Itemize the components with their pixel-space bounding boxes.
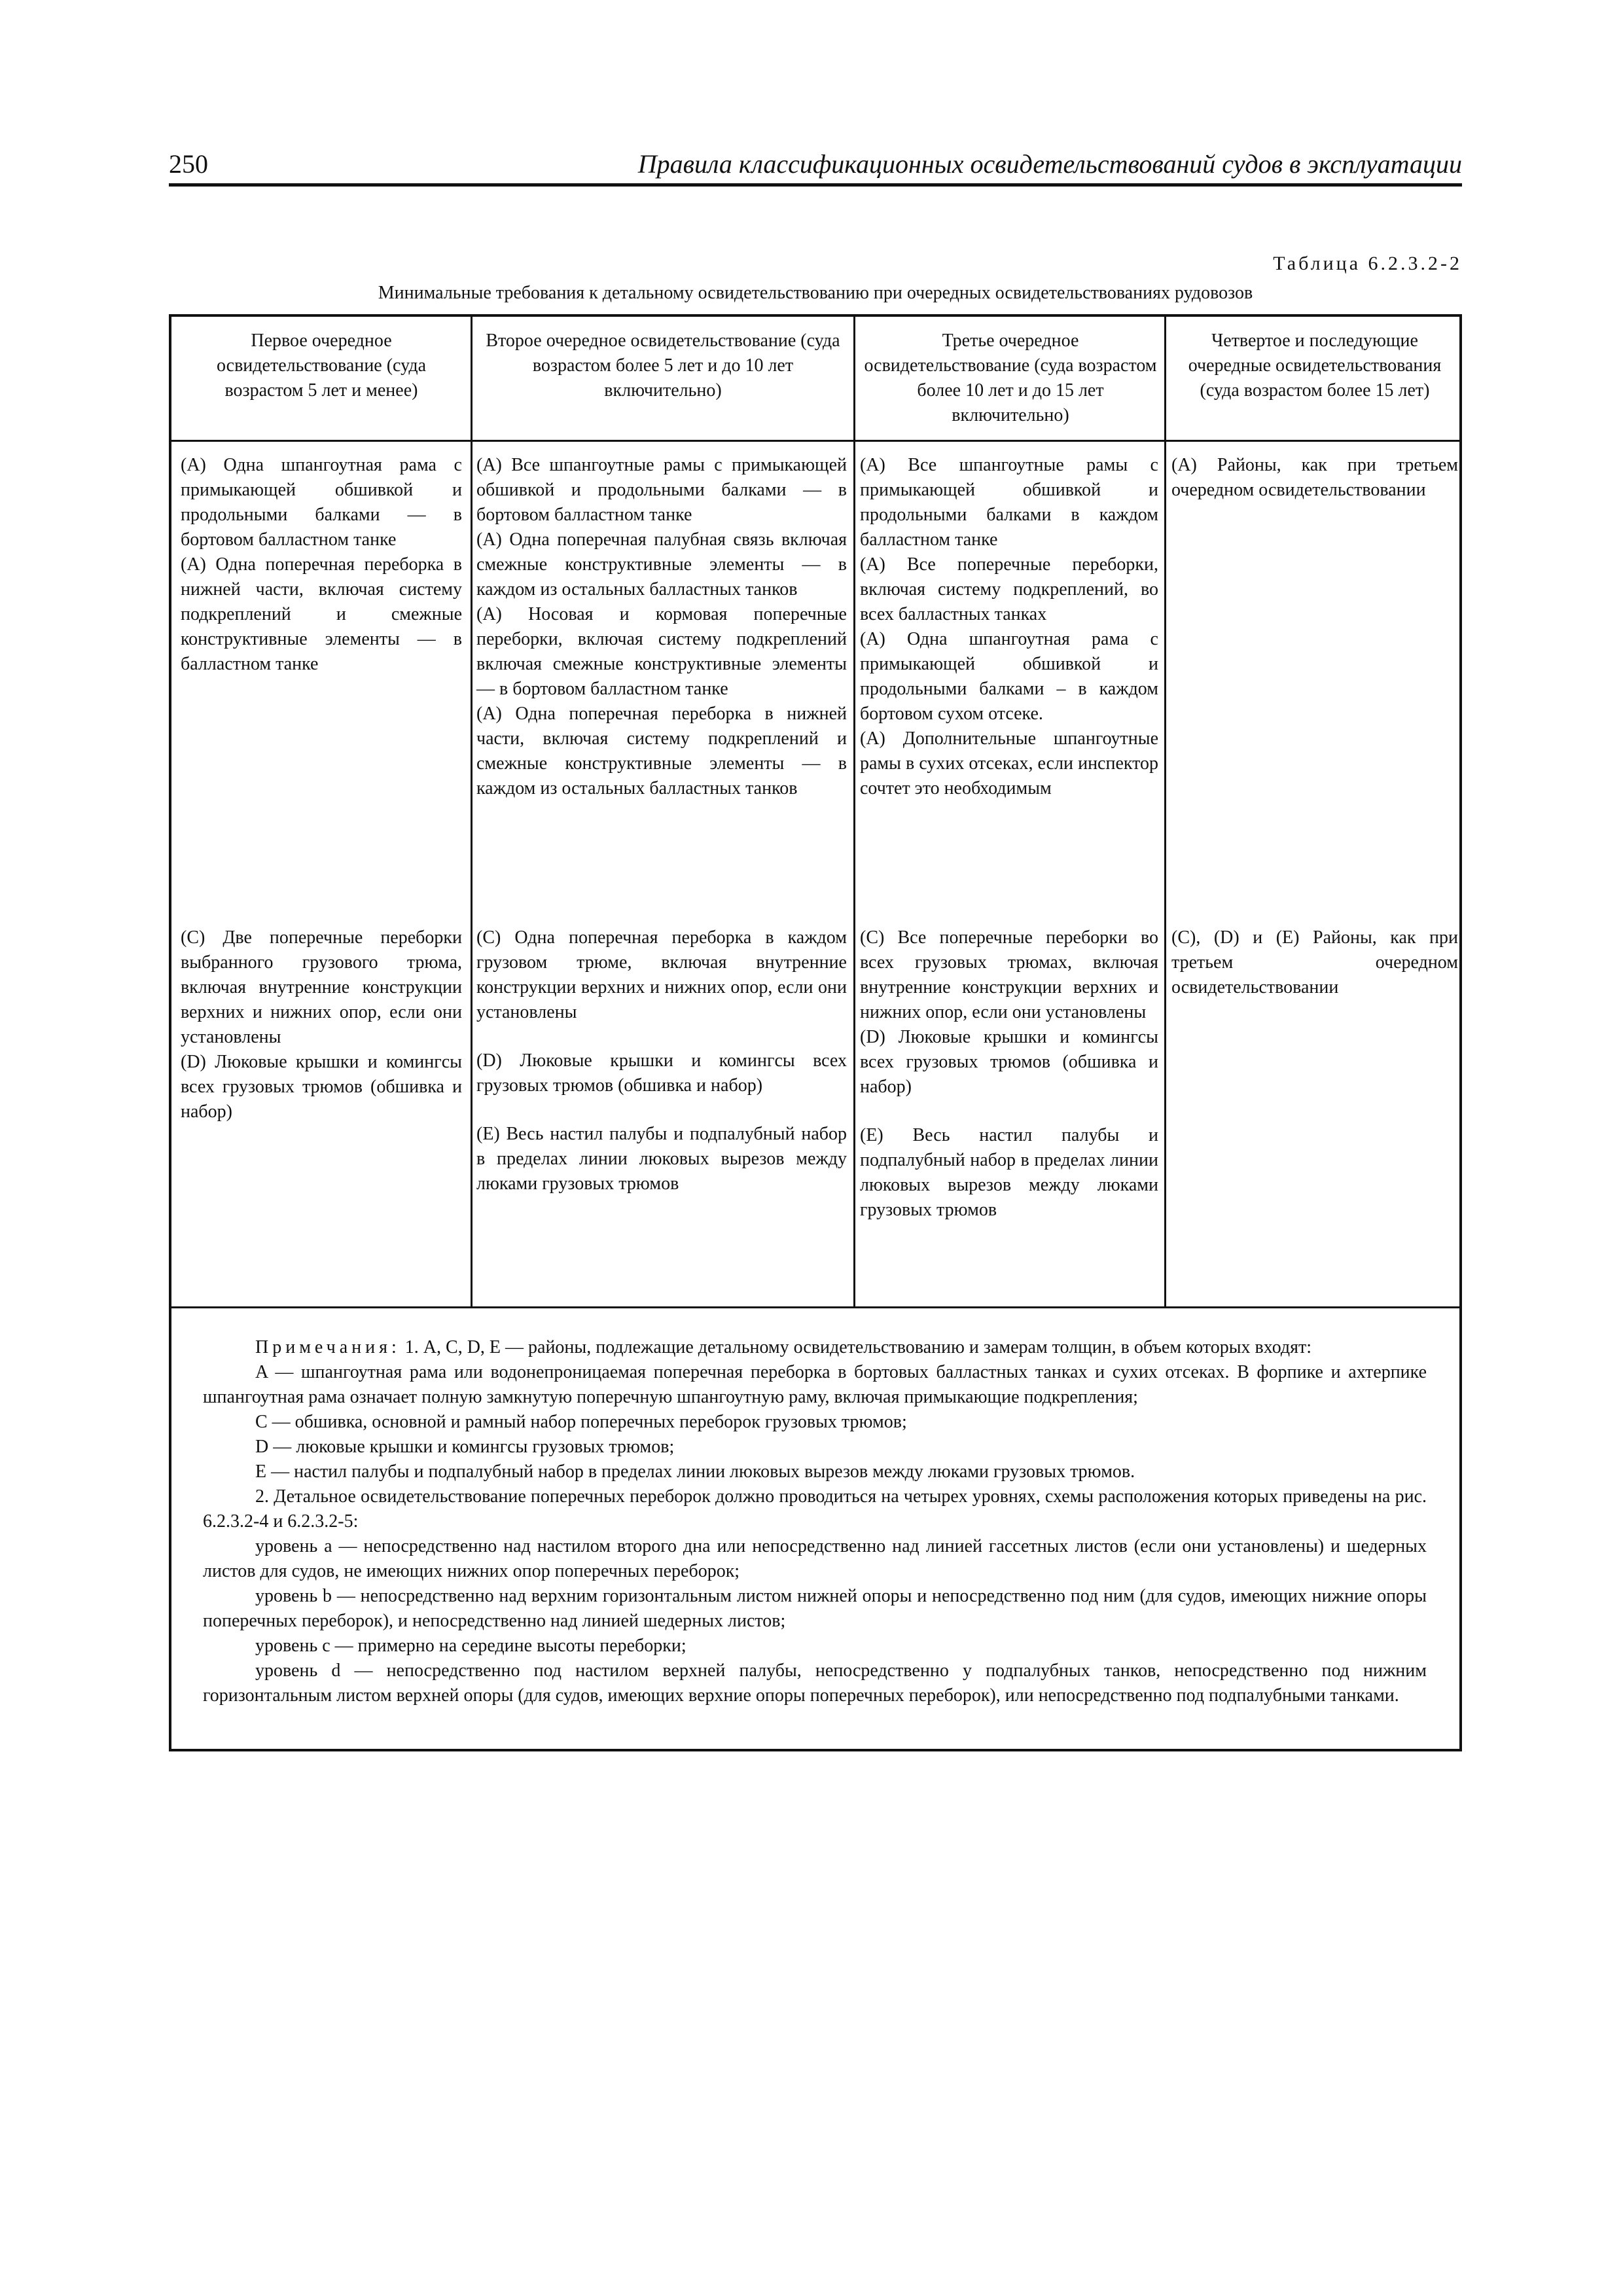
col2-a3: (A) Носовая и кормовая поперечные переборки, включая систему подкреплений включая смежные конструктивные элементы — в бортовом балластном танке xyxy=(476,604,847,699)
page-number: 250 xyxy=(169,149,208,179)
col1-area-cd xyxy=(181,925,462,1124)
col1-area-a xyxy=(181,453,462,677)
note-level-c: уровень c — примерно на середине высоты переборки; xyxy=(255,1636,687,1656)
note-1-c: C — обшивка, основной и рамный набор поперечных переборок грузовых трюмов; xyxy=(255,1412,907,1432)
notes-separator xyxy=(171,1306,1459,1308)
col2-e: (E) Весь настил палубы и подпалубный набор в пределах линии люковых вырезов между люками грузовых трюмов xyxy=(476,1124,847,1194)
col2-d: (D) Люковые крышки и комингсы всех грузовых трюмов (обшивка и набор) xyxy=(476,1050,847,1096)
header-col-3: Третье очередное освидетельствование (суда возрастом более 10 лет и до 15 лет включительно) xyxy=(864,331,1157,425)
requirements-table xyxy=(169,314,1462,1751)
col3-area-a xyxy=(860,453,1158,801)
col2-a4: (A) Одна поперечная переборка в нижней части, включая систему подкреплений и смежные конструктивные элементы — в каждом из остальных балластных танков xyxy=(476,704,847,798)
col2-area-a xyxy=(476,453,847,801)
header-col-4: Четвертое и последующие очередные освидетельствования (суда возрастом более 15 лет) xyxy=(1188,331,1442,401)
note-level-d: уровень d — непосредственно под настилом верхней палубы, непосредственно у подпалубных танков, непосредственно под нижним горизонтальным листом верхней опоры (для судов, имеющих верхние опоры поперечных переборок), или непосредственно под подпалубными танками. xyxy=(203,1660,1427,1706)
note-2: 2. Детальное освидетельствование поперечных переборок должно проводиться на четырех уровнях, схемы расположения которых приведены на рис. 6.2.3.2-4 и 6.2.3.2-5: xyxy=(203,1486,1427,1532)
col3-a3: (A) Одна шпангоутная рама с примыкающей обшивкой и продольными балками – в каждом бортовом сухом отсеке. xyxy=(860,629,1158,724)
table-notes xyxy=(203,1335,1427,1708)
col3-d: (D) Люковые крышки и комингсы всех грузовых трюмов (обшивка и набор) xyxy=(860,1027,1158,1097)
col2-a1: (A) Все шпангоутные рамы с примыкающей обшивкой и продольными балками — в бортовом балластном танке xyxy=(476,455,847,525)
col3-a2: (A) Все поперечные переборки, включая систему подкреплений, во всех балластных танках xyxy=(860,554,1158,624)
col1-a1: (A) Одна шпангоутная рама с примыкающей обшивкой и продольными балками — в бортовом балластном танке xyxy=(181,455,462,550)
col3-e: (E) Весь настил палубы и подпалубный набор в пределах линии люковых вырезов между люками грузовых трюмов xyxy=(860,1125,1158,1220)
note-1-intro: 1. A, C, D, E — районы, подлежащие детальному освидетельствованию и замерам толщин, в объем которых входят: xyxy=(404,1337,1312,1357)
col1-a2: (A) Одна поперечная переборка в нижней части, включая систему подкреплений и смежные конструктивные элементы — в балластном танке xyxy=(181,554,462,674)
col2-c: (C) Одна поперечная переборка в каждом грузовом трюме, включая внутренние конструкции верхних и нижних опор, если они установлены xyxy=(476,927,847,1022)
col4-cde: (C), (D) и (E) Районы, как при третьем очередном освидетельствовании xyxy=(1171,927,1458,997)
header-separator xyxy=(171,440,1459,442)
column-divider-1 xyxy=(471,317,473,1306)
col3-a4: (A) Дополнительные шпангоутные рамы в сухих отсеках, если инспектор сочтет это необходимым xyxy=(860,728,1158,798)
column-divider-3 xyxy=(1164,317,1166,1306)
notes-heading: Примечания: xyxy=(255,1337,401,1357)
col2-area-cde xyxy=(476,925,847,1196)
note-1-a: A — шпангоутная рама или водонепроницаемая поперечная переборка в бортовых балластных танках и сухих отсеках. В форпике и ахтерпике шпангоутная рама означает полную замкнутую поперечную шпангоутную раму, включая примыкающие подкрепления; xyxy=(203,1362,1427,1407)
note-level-a: уровень a — непосредственно над настилом второго дна или непосредственно над линией гассетных листов (если они установлены) и шедерных листов для судов, не имеющих нижних опор поперечных переборок; xyxy=(203,1536,1427,1581)
table-title: Минимальные требования к детальному освидетельствованию при очередных освидетельствованиях рудовозов xyxy=(378,283,1253,303)
table-label: Таблица 6.2.3.2-2 xyxy=(1273,253,1462,274)
note-1-d: D — люковые крышки и комингсы грузовых трюмов; xyxy=(255,1437,675,1457)
col4-a: (A) Районы, как при третьем очередном освидетельствовании xyxy=(1171,455,1458,500)
col1-c: (C) Две поперечные переборки выбранного грузового трюма, включая внутренние конструкции верхних и нижних опор, если они установлены xyxy=(181,927,462,1047)
col3-a1: (A) Все шпангоутные рамы с примыкающей обшивкой и продольными балками в каждом балластном танке xyxy=(860,455,1158,550)
note-1-e: E — настил палубы и подпалубный набор в пределах линии люковых вырезов между люками грузовых трюмов. xyxy=(255,1462,1135,1482)
col3-c: (C) Все поперечные переборки во всех грузовых трюмах, включая внутренние конструкции верхних и нижних опор, если они установлены xyxy=(860,927,1158,1022)
header-col-2: Второе очередное освидетельствование (суда возрастом более 5 лет и до 10 лет включительно) xyxy=(486,331,840,401)
page-header xyxy=(169,143,1462,187)
col4-area-cde xyxy=(1171,925,1458,1000)
note-level-b: уровень b — непосредственно над верхним горизонтальным листом нижней опоры и непосредственно под ним (для судов, имеющих нижние опоры поперечных переборок), и непосредственно над линией шедерных листов; xyxy=(203,1586,1427,1631)
header-col-1: Первое очередное освидетельствование (суда возрастом 5 лет и менее) xyxy=(216,331,427,401)
col4-area-a xyxy=(1171,453,1458,503)
column-divider-2 xyxy=(853,317,855,1306)
running-title: Правила классификационных освидетельствований судов в эксплуатации xyxy=(637,149,1462,179)
col3-area-cde xyxy=(860,925,1158,1223)
col1-d: (D) Люковые крышки и комингсы всех грузовых трюмов (обшивка и набор) xyxy=(181,1052,462,1122)
col2-a2: (A) Одна поперечная палубная связь включая смежные конструктивные элементы — в каждом из остальных балластных танков xyxy=(476,529,847,600)
